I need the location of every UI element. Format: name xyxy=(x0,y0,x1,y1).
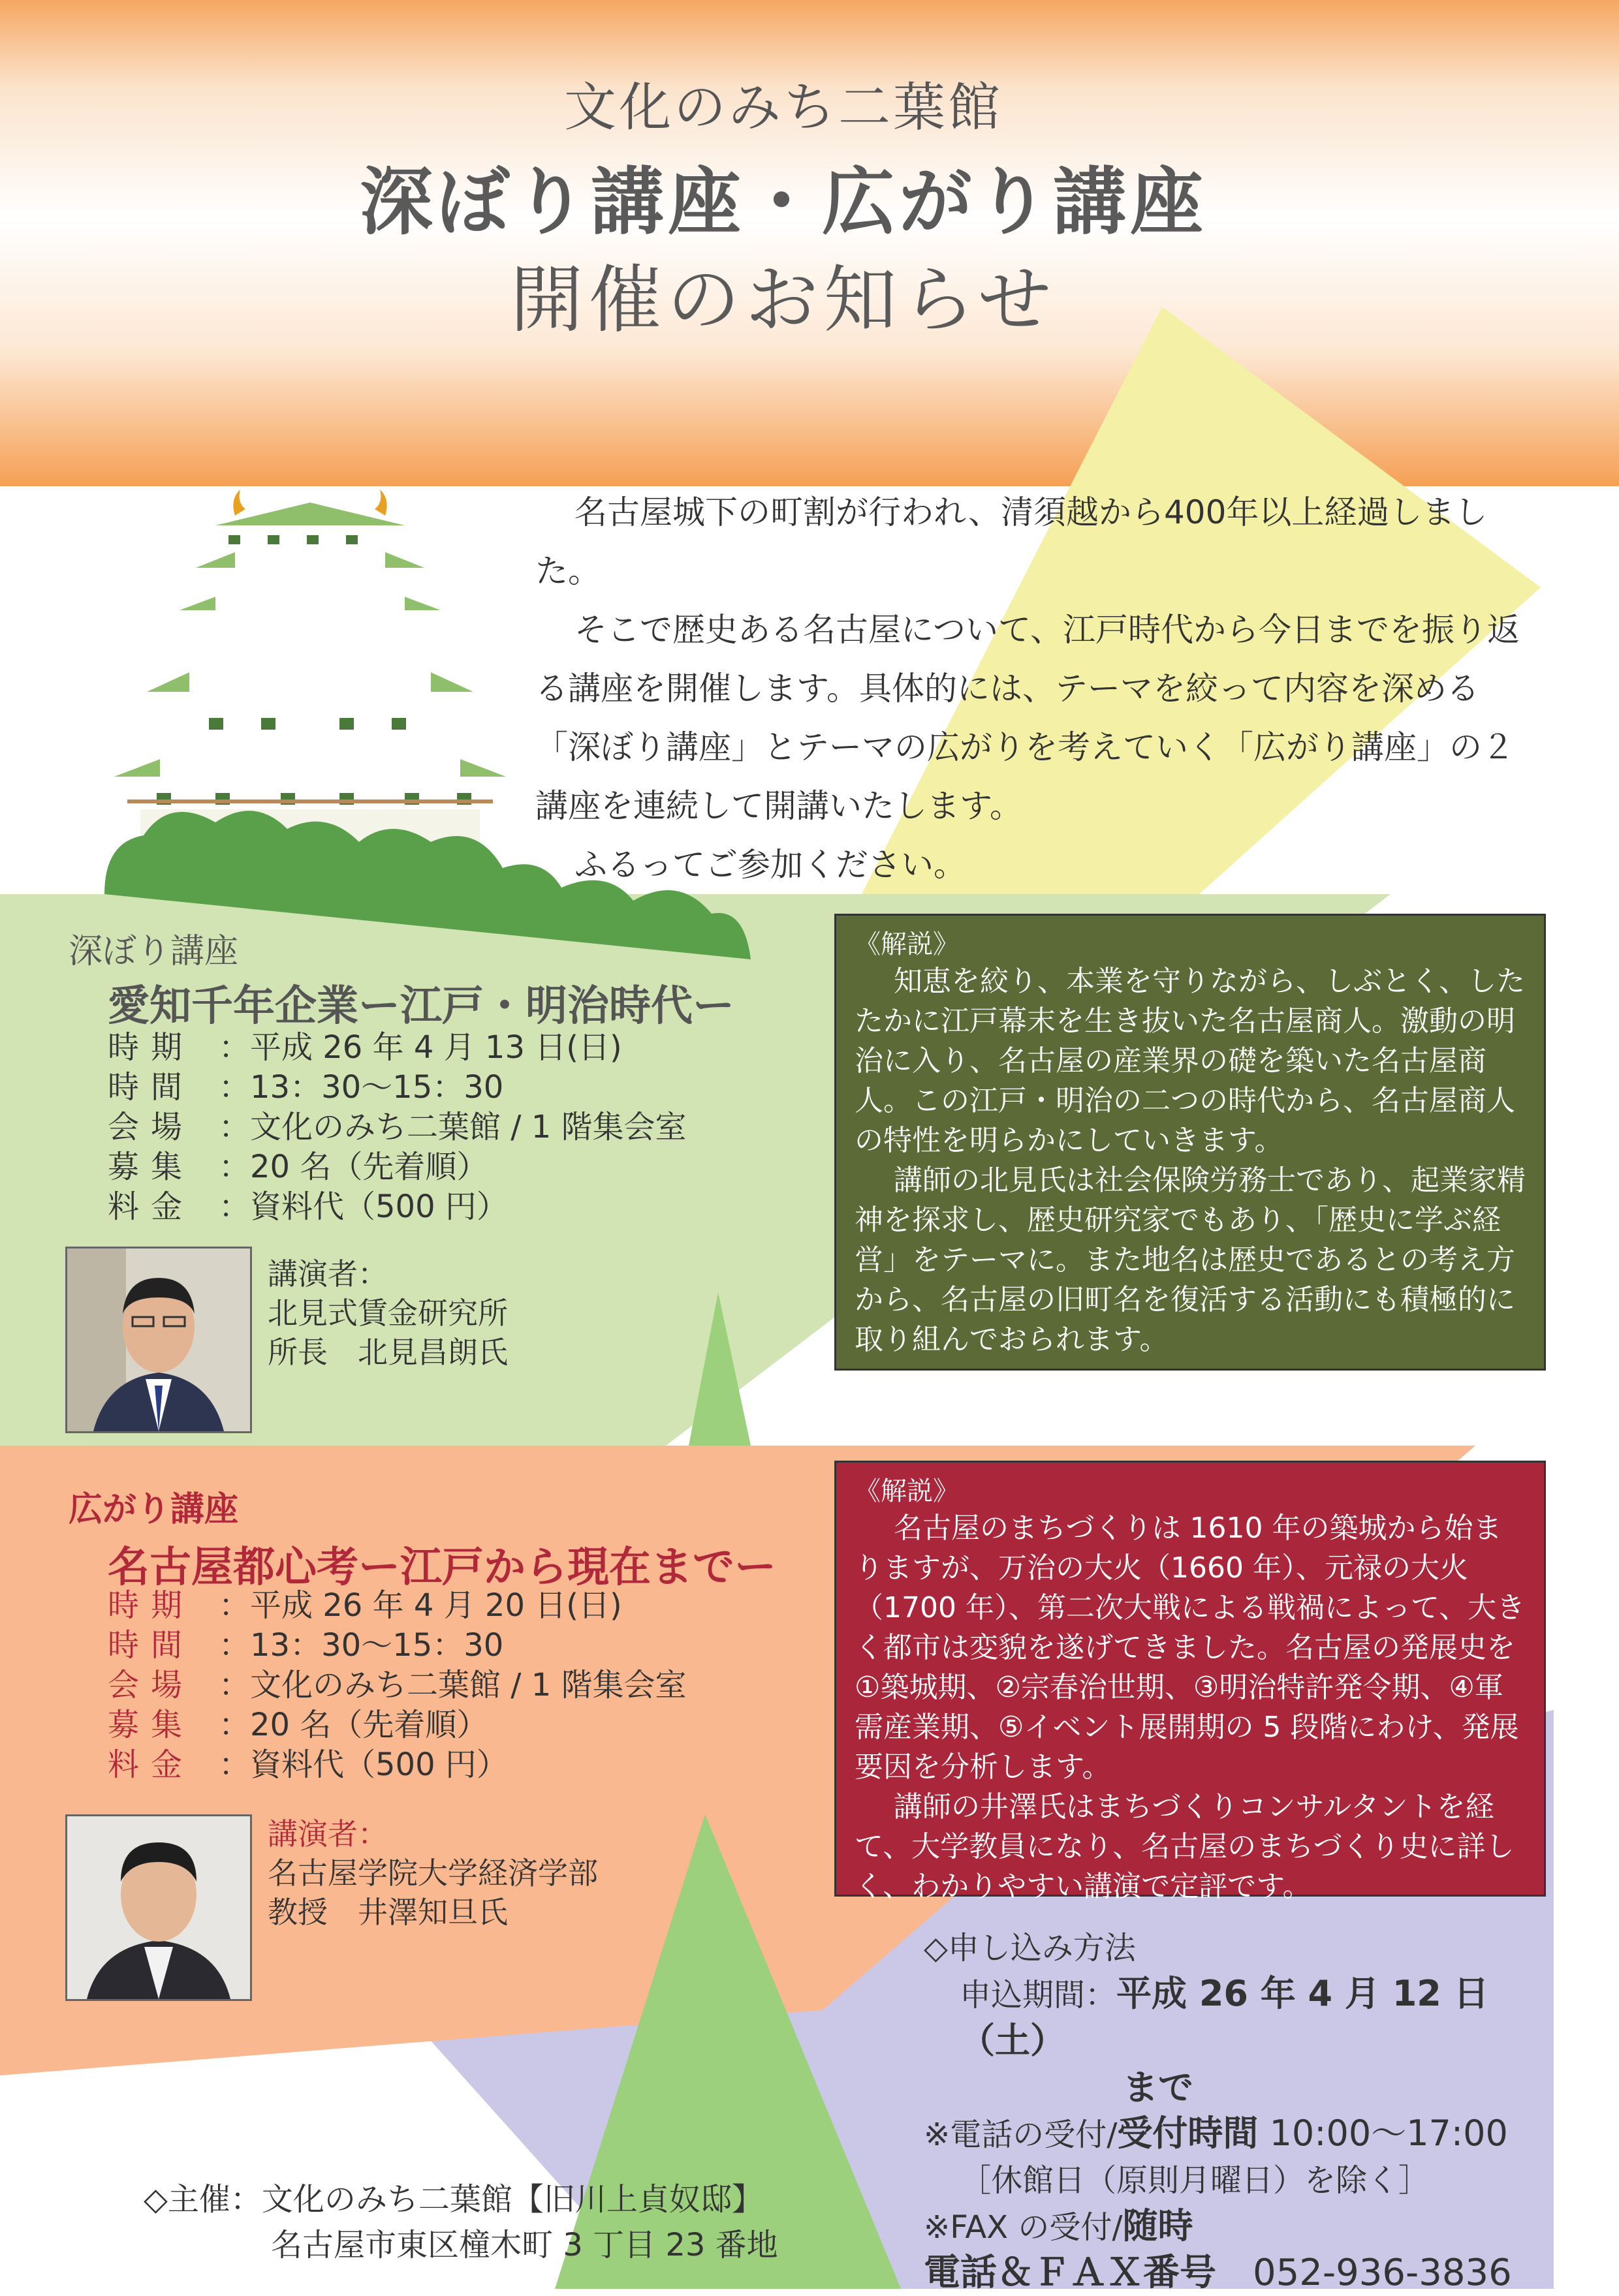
box-paragraph: 名古屋のまちづくりは 1610 年の築城から始まりますが、万治の大火（1660 年）、元禄の大火（1700 年）、第二次大戦による戦禍によって、大きく都市は変貌を遂げてきました。名古屋の発展史を①築城期、②宗春治世期、③明治特許発令期、④軍需産業期、⑤イベント展開期の 5 段階にわけ、発展要因を分析します。 xyxy=(855,1512,1526,1784)
intro-paragraph: ふるってご参加ください。 xyxy=(574,846,966,884)
info-row: 時期 ：平成 26 年 4 月 20 日(日) xyxy=(108,1587,622,1624)
closed-days: ［休館日（原則月曜日）を除く］ xyxy=(960,2162,1430,2199)
contact-number: 電話＆ＦＡＸ番号 052-936-3836 xyxy=(924,2252,1512,2294)
speaker1-photo xyxy=(65,1247,252,1433)
info-row: 料金 ：資料代（500 円） xyxy=(108,1188,508,1225)
speaker2-info xyxy=(268,1814,598,1932)
lecture1-label: 深ぼり講座 xyxy=(69,932,239,971)
lecture2-title: 名古屋都心考ー江戸から現在までー xyxy=(108,1544,776,1592)
info-row: 時間 ：13：30〜15：30 xyxy=(108,1627,504,1664)
intro-text xyxy=(535,483,1541,894)
lecture2-description-box xyxy=(834,1461,1546,1903)
speaker-label: 講演者： xyxy=(268,1256,388,1292)
info-row: 会場 ：文化のみち二葉館 / 1 階集会室 xyxy=(108,1109,687,1145)
speaker-name: 教授 井澤知旦氏 xyxy=(268,1895,508,1930)
box-paragraph: 講師の北見氏は社会保険労務士であり、起業家精神を探求し、歴史研究家でもあり、「歴史に学ぶ経営」をテーマに。また地名は歴史であるとの考え方から、名古屋の旧町名を復活する活動にも積極的に取り組んでおられます。 xyxy=(855,1164,1526,1356)
box-paragraph: 知恵を絞り、本業を守りながら、しぶとく、したたかに江戸幕末を生き抜いた名古屋商人。激動の明治に入り、名古屋の産業界の礎を築いた名古屋商人。この江戸・明治の二つの時代から、名古屋商人の特性を明らかにしていきます。 xyxy=(855,965,1526,1157)
fax-reception: ※FAX の受付/随時 xyxy=(924,2205,1193,2246)
lecture1-description-box xyxy=(834,914,1546,1371)
application-info xyxy=(924,1925,1550,2296)
intro-paragraph: 名古屋城下の町割が行われ、清須越から400年以上経過しました。 xyxy=(535,493,1488,590)
lecture2-label: 広がり講座 xyxy=(69,1490,239,1529)
lecture1-info xyxy=(108,1028,687,1227)
intro-paragraph: そこで歴史ある名古屋について、江戸時代から今日までを振り返る講座を開催します。具体的には、テーマを絞って内容を深める「深ぼり講座」とテーマの広がりを考えていく「広がり講座」の２講座を連続して開講いたします。 xyxy=(535,611,1520,825)
page-title: 深ぼり講座・広がり講座 xyxy=(360,160,1207,245)
info-row: 時間 ：13：30〜15：30 xyxy=(108,1069,504,1106)
speaker-org: 名古屋学院大学経済学部 xyxy=(268,1855,598,1891)
speaker1-info xyxy=(268,1254,508,1372)
info-row: 料金 ：資料代（500 円） xyxy=(108,1746,508,1783)
box-paragraph: 講師の井澤氏はまちづくりコンサルタントを経て、大学教員になり、名古屋のまちづくり史に詳しく、わかりやすい講演で定評です。 xyxy=(855,1790,1515,1903)
speaker-label: 講演者： xyxy=(268,1816,388,1852)
info-row: 時期 ：平成 26 年 4 月 13 日(日) xyxy=(108,1029,622,1066)
lecture2-info xyxy=(108,1586,687,1785)
host-info xyxy=(144,2177,778,2268)
info-row: 募集 ：20 名（先着順） xyxy=(108,1707,488,1743)
apply-until: まで xyxy=(1123,2067,1193,2108)
speaker2-photo xyxy=(65,1814,252,2001)
info-row: 会場 ：文化のみち二葉館 / 1 階集会室 xyxy=(108,1667,687,1703)
speaker-name: 所長 北見昌朗氏 xyxy=(268,1335,508,1370)
org-name: 文化のみち二葉館 xyxy=(564,77,1003,138)
speaker-org: 北見式賃金研究所 xyxy=(268,1295,508,1331)
apply-heading: ◇申し込み方法 xyxy=(924,1930,1136,1966)
info-row: 募集 ：20 名（先着順） xyxy=(108,1149,488,1185)
box-label: 《解説》 xyxy=(855,929,959,959)
box-label: 《解説》 xyxy=(855,1476,959,1506)
lecture1-title: 愛知千年企業ー江戸・明治時代ー xyxy=(108,982,734,1031)
page-subtitle: 開催のお知らせ xyxy=(510,258,1057,343)
phone-reception: ※電話の受付/受付時間 10:00〜17:00 xyxy=(924,2113,1508,2154)
apply-period: 申込期間：平成 26 年 4 月 12 日（土） xyxy=(960,1973,1489,2061)
host-address: 名古屋市東区橦木町 3 丁目 23 番地 xyxy=(271,2227,778,2263)
host-line: ◇主催：文化のみち二葉館【旧川上貞奴邸】 xyxy=(144,2181,763,2218)
